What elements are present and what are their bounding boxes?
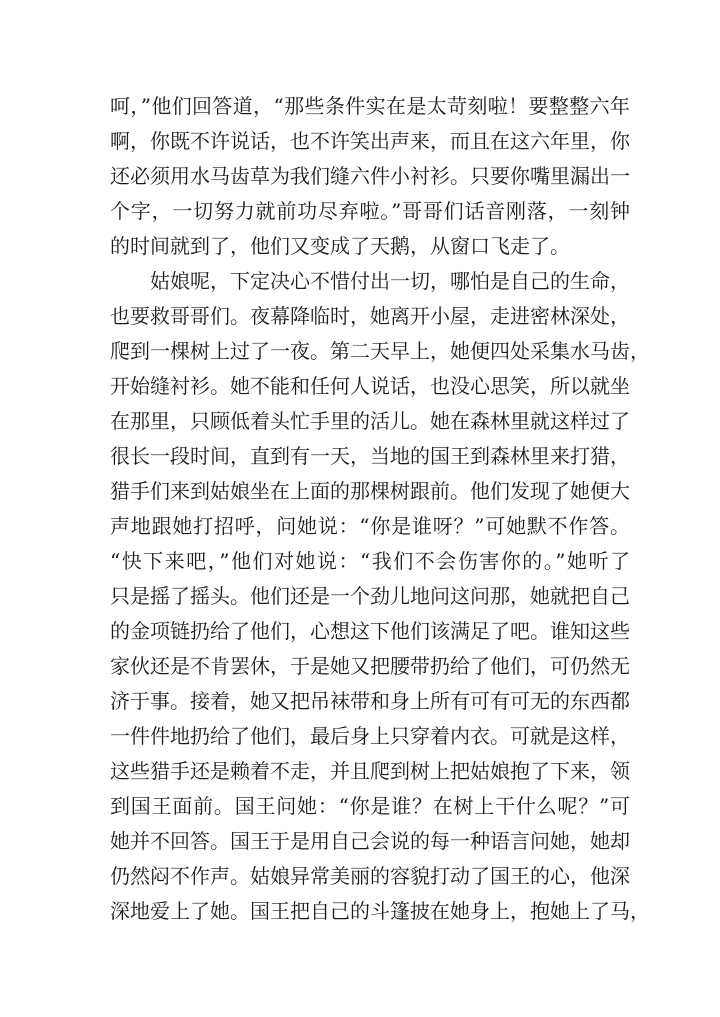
text-line: 家伙还是不肯罢休，于是她又把腰带扔给了他们，可仍然无 [110, 654, 630, 678]
text-line: 声地跟她打招呼，问她说：“你是谁呀？”可她默不作答。 [110, 514, 630, 538]
text-line: 猎手们来到姑娘坐在上面的那棵树跟前。他们发现了她便大 [110, 479, 630, 503]
text-line: 只是摇了摇头。他们还是一个劲儿地问这问那，她就把自己 [110, 584, 630, 608]
text-line: 济于事。接着，她又把吊袜带和身上所有可有可无的东西都 [110, 689, 630, 713]
text-line: 在那里，只顾低着头忙手里的活儿。她在森林里就这样过了 [110, 409, 630, 433]
body-text [110, 89, 650, 929]
text-line: 啊，你既不许说话，也不许笑出声来，而且在这六年里，你 [110, 129, 630, 153]
text-line: 这些猎手还是赖着不走，并且爬到树上把姑娘抱了下来，领 [110, 759, 630, 783]
text-line: 深地爱上了她。国王把自己的斗篷披在她身上，抱她上了马， [110, 899, 650, 923]
text-line: 个字，一切努力就前功尽弃啦。”哥哥们话音刚落，一刻钟 [110, 199, 630, 223]
text-line-paragraph-end: 的时间就到了，他们又变成了天鹅，从窗口飞走了。 [110, 234, 570, 258]
text-line: 她并不回答。国王于是用自己会说的每一种语言问她，她却 [110, 829, 630, 853]
text-line: “快下来吧，”他们对她说：“我们不会伤害你的。”她听了 [110, 549, 630, 573]
text-line: 仍然闷不作声。姑娘异常美丽的容貌打动了国王的心，他深 [110, 864, 630, 888]
text-line: 一件件地扔给了他们，最后身上只穿着内衣。可就是这样， [110, 724, 630, 748]
text-line: 很长一段时间，直到有一天，当地的国王到森林里来打猎， [110, 444, 630, 468]
text-line: 呵，”他们回答道，“那些条件实在是太苛刻啦！要整整六年 [110, 94, 630, 118]
text-line: 开始缝衬衫。她不能和任何人说话，也没心思笑，所以就坐 [110, 374, 630, 398]
text-line-paragraph-start: 姑娘呢，下定决心不惜付出一切，哪怕是自己的生命， [150, 269, 630, 293]
text-line: 的金项链扔给了他们，心想这下他们该满足了吧。谁知这些 [110, 619, 630, 643]
text-line: 还必须用水马齿草为我们缝六件小衬衫。只要你嘴里漏出一 [110, 164, 630, 188]
text-line: 到国王面前。国王问她：“你是谁？在树上干什么呢？”可 [110, 794, 630, 818]
text-line: 也要救哥哥们。夜幕降临时，她离开小屋，走进密林深处， [110, 304, 630, 328]
text-line: 爬到一棵树上过了一夜。第二天早上，她便四处采集水马齿， [110, 339, 650, 363]
